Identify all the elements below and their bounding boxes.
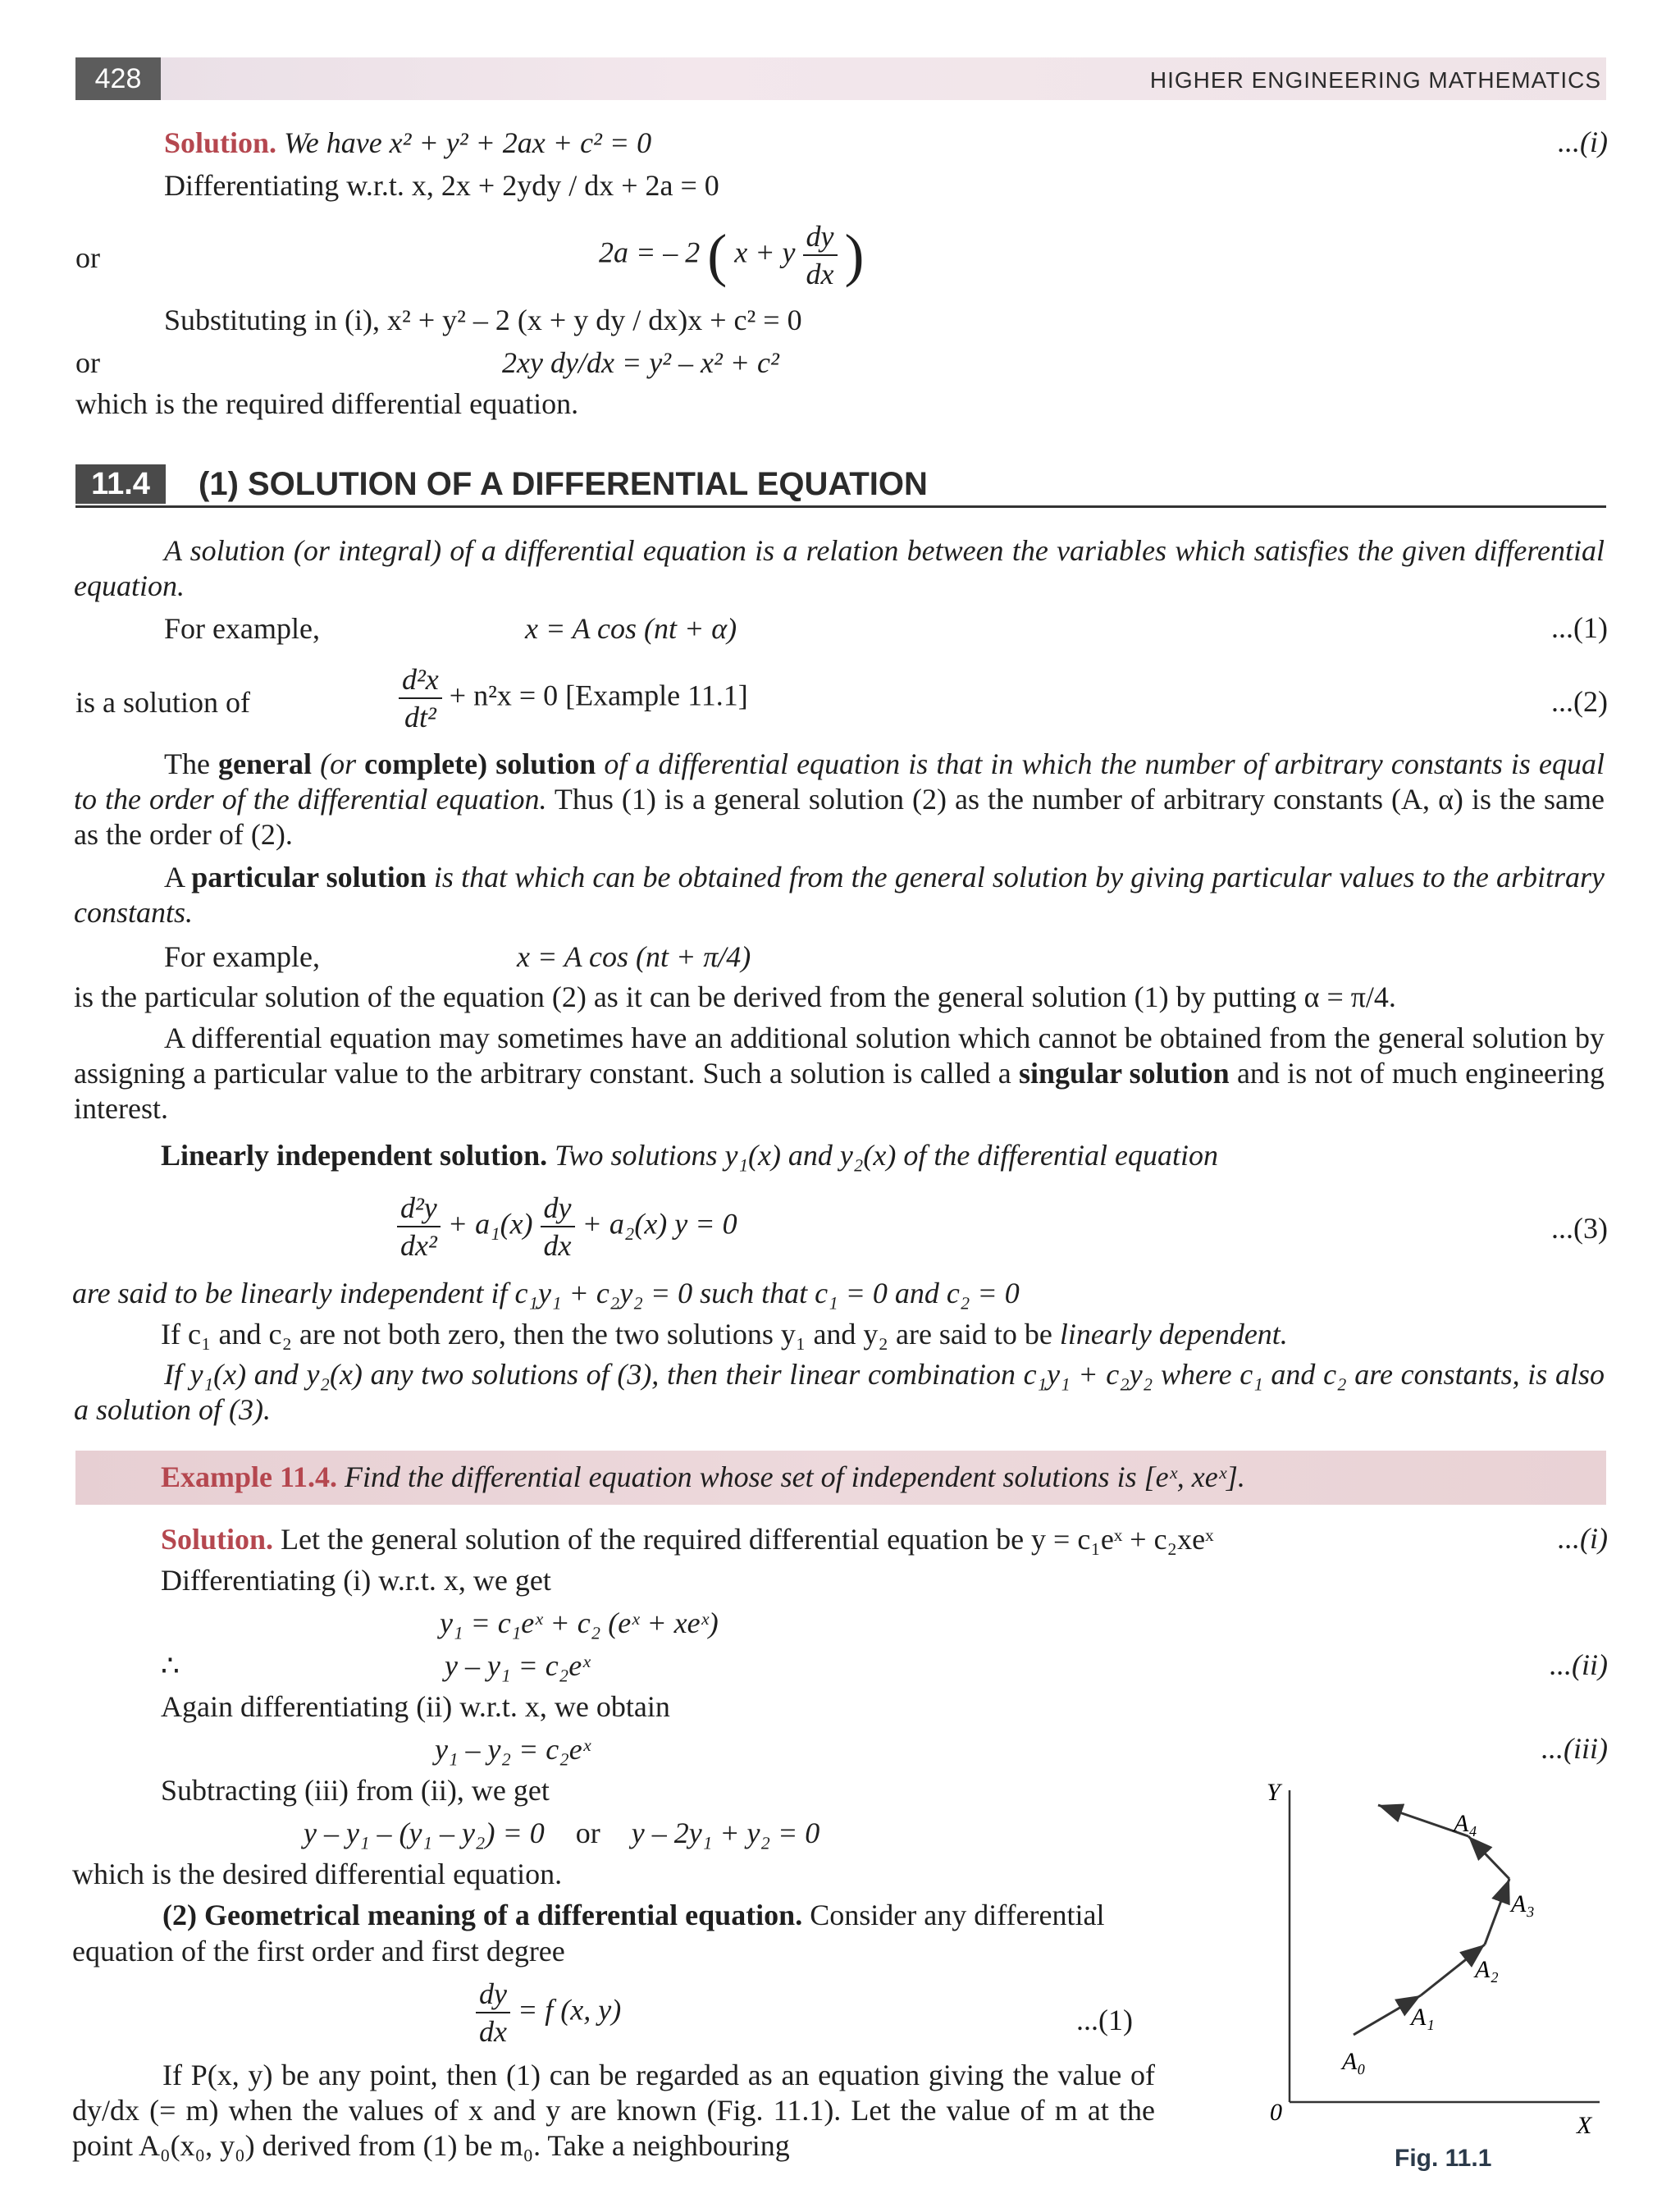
segment-a2-a3 [1485,1879,1509,1945]
equation-number-2: ...(2) [1551,685,1608,718]
paragraph-singular-solution: A differential equation may sometimes have an additional solution which cannot be obtained from the general solution by assigning a particular value to the arbitrary constant. Such a solution is called a singular solution and is not of much engineering interest. [74,1021,1605,1125]
equation-y-minus-y1: y – y₁ = c₂eˣ [445,1649,591,1682]
equation-number-1: ...(1) [1551,611,1608,644]
for-example-1: For example, [164,612,320,645]
label-a0: A₀ [1342,2048,1366,2075]
is-solution-of: is a solution of [75,686,250,719]
example-11-4 [161,1459,1245,1495]
label-a3: A₃ [1511,1890,1535,1917]
equation-number-s2-i: ...(i) [1558,1522,1608,1555]
equation-3: $\frac{\text{d²y}}{\text{dx²}}$ + a₁(x) $\frac{dy}{dx}$ + a₂(x) y = 0 [397,1190,737,1264]
label-a1: A₁ [1411,2004,1435,2031]
origin-label: 0 [1270,2099,1282,2126]
figure-caption: Fig. 11.1 [1395,2145,1492,2172]
equation-number-3: ...(3) [1551,1212,1608,1245]
solution2-line-2: Differentiating (i) w.r.t. x, we get [161,1564,551,1597]
y-axis-label: Y [1267,1779,1281,1806]
geometric-meaning-paragraph: (2) Geometrical meaning of a differential equation. Consider any differential equation of the first order and first degree [72,1899,1105,1967]
solution-line-2: Differentiating w.r.t. x, 2x + 2ydy / dx + 2a = 0 [164,169,719,202]
therefore-symbol: ∴ [161,1649,180,1682]
page-number: 428 [75,57,161,100]
solution-line-1 [164,125,651,161]
paragraph-particular-derivation: is the particular solution of the equation (2) as it can be derived from the general solution (1) by putting α = π/4. [74,980,1396,1013]
equation-number-i: ...(i) [1558,126,1608,158]
equation-particular: x = A cos (nt + π/4) [517,940,751,973]
geometric-paragraph-2: If P(x, y) be any point, then (1) can be regarded as an equation giving the value of dy/dx (= m) when the values of x and y are known (Fig. 11.1). Let the value of m at the point A₀(x₀, y₀) derived from (1) be m₀. Take a neighbouring [72,2059,1155,2162]
paragraph-general-solution: The general (or complete) solution of a differential equation is that in which the number of arbitrary constants is equal to the order of the differential equation. Thus (1) is a general solution (2) as the number of arbitrary constants (A, α) is the same as the order of (2). [74,747,1605,851]
solution-line-1-text: We have x² + y² + 2ax + c² = 0 [284,126,652,159]
linearly-independent-heading: Linearly independent solution. Two solutions y₁(x) and y₂(x) of the differential equation [161,1139,1218,1172]
fraction-dy-dx: $\frac{dy}{dx}$ [803,218,838,292]
equation-2a: 2a = – 2 ( x + y $\frac{dy}{dx}$ ) [599,220,865,290]
equation-2a-lhs: 2a = – 2 [599,235,701,269]
paragraph-definition: A solution (or integral) of a differential equation is a relation between the variables which satisfies the given differential equation. [74,534,1605,602]
equation-dy-dx: $\frac{dy}{dx}$ = f (x, y) [476,1976,621,2050]
section-number: 11.4 [75,464,166,504]
equation-1: x = A cos (nt + α) [525,612,737,645]
equation-2a-inner: x + y [734,235,796,269]
solution2-line-4: Subtracting (iii) from (ii), we get [161,1774,550,1807]
equation-number-geom-1: ...(1) [1076,2004,1133,2036]
equation-number-s2-ii: ...(ii) [1550,1648,1608,1681]
example-text: Find the differential equation whose set of independent solutions is [eˣ, xeˣ]. [345,1460,1245,1493]
section-title: (1) SOLUTION OF A DIFFERENTIAL EQUATION [199,466,928,502]
equation-y1-minus-y2: y₁ – y₂ = c₂eˣ [435,1733,591,1766]
solution2-line-1: Solution. Let the general solution of the required differential equation be y = c₁eˣ + c₂xeˣ [161,1523,1214,1556]
or-label-2: or [75,346,100,379]
equation-2: $\frac{\text{d²x}}{\text{dt²}}$ + n²x = 0 [Example 11.1] [399,661,748,735]
solution-line-4: which is the required differential equation. [75,387,579,420]
for-example-2: For example, [164,940,320,973]
equation-result: 2xy dy/dx = y² – x² + c² [502,346,779,379]
solution2-line-3: Again differentiating (ii) w.r.t. x, we obtain [161,1690,670,1723]
or-label-1: or [75,241,100,274]
solution-line-3: Substituting in (i), x² + y² – 2 (x + y dy / dx)x + c² = 0 [164,304,802,336]
paragraph-particular-solution: A particular solution is that which can be obtained from the general solution by giving particular values to the arbitrary constants. [74,861,1605,929]
paragraph-dependence: If c₁ and c₂ are not both zero, then the two solutions y₁ and y₂ are said to be linearly dependent. [161,1318,1288,1351]
paragraph-independence-condition: are said to be linearly independent if c₁y₁ + c₂y₂ = 0 such that c₁ = 0 and c₂ = 0 [72,1277,1020,1309]
solution2-line-5: which is the desired differential equation. [72,1858,563,1890]
example-label: Example 11.4. [161,1460,338,1493]
figure-11-1 [1247,1772,1608,2141]
label-a4: A₄ [1454,1810,1477,1837]
segment-a3-a4 [1468,1836,1509,1879]
book-title: HIGHER ENGINEERING MATHEMATICS [1149,67,1601,93]
equation-y1: y₁ = c₁eˣ + c₂ (eˣ + xeˣ) [440,1606,719,1639]
equation-final: y – y₁ – (y₁ – y₂) = 0 or y – 2y₁ + y₂ = 0 [304,1817,820,1849]
equation-number-s2-iii: ...(iii) [1541,1732,1608,1765]
x-axis-label: X [1577,2112,1592,2139]
solution-label: Solution. [164,126,277,159]
label-a2: A₂ [1475,1956,1499,1983]
paragraph-linear-combination: If y₁(x) and y₂(x) any two solutions of (3), then their linear combination c₁y₁ + c₂y₂ where c₁ and c₂ are constants, is also a solution of (3). [74,1358,1605,1426]
section-heading [75,464,1606,508]
